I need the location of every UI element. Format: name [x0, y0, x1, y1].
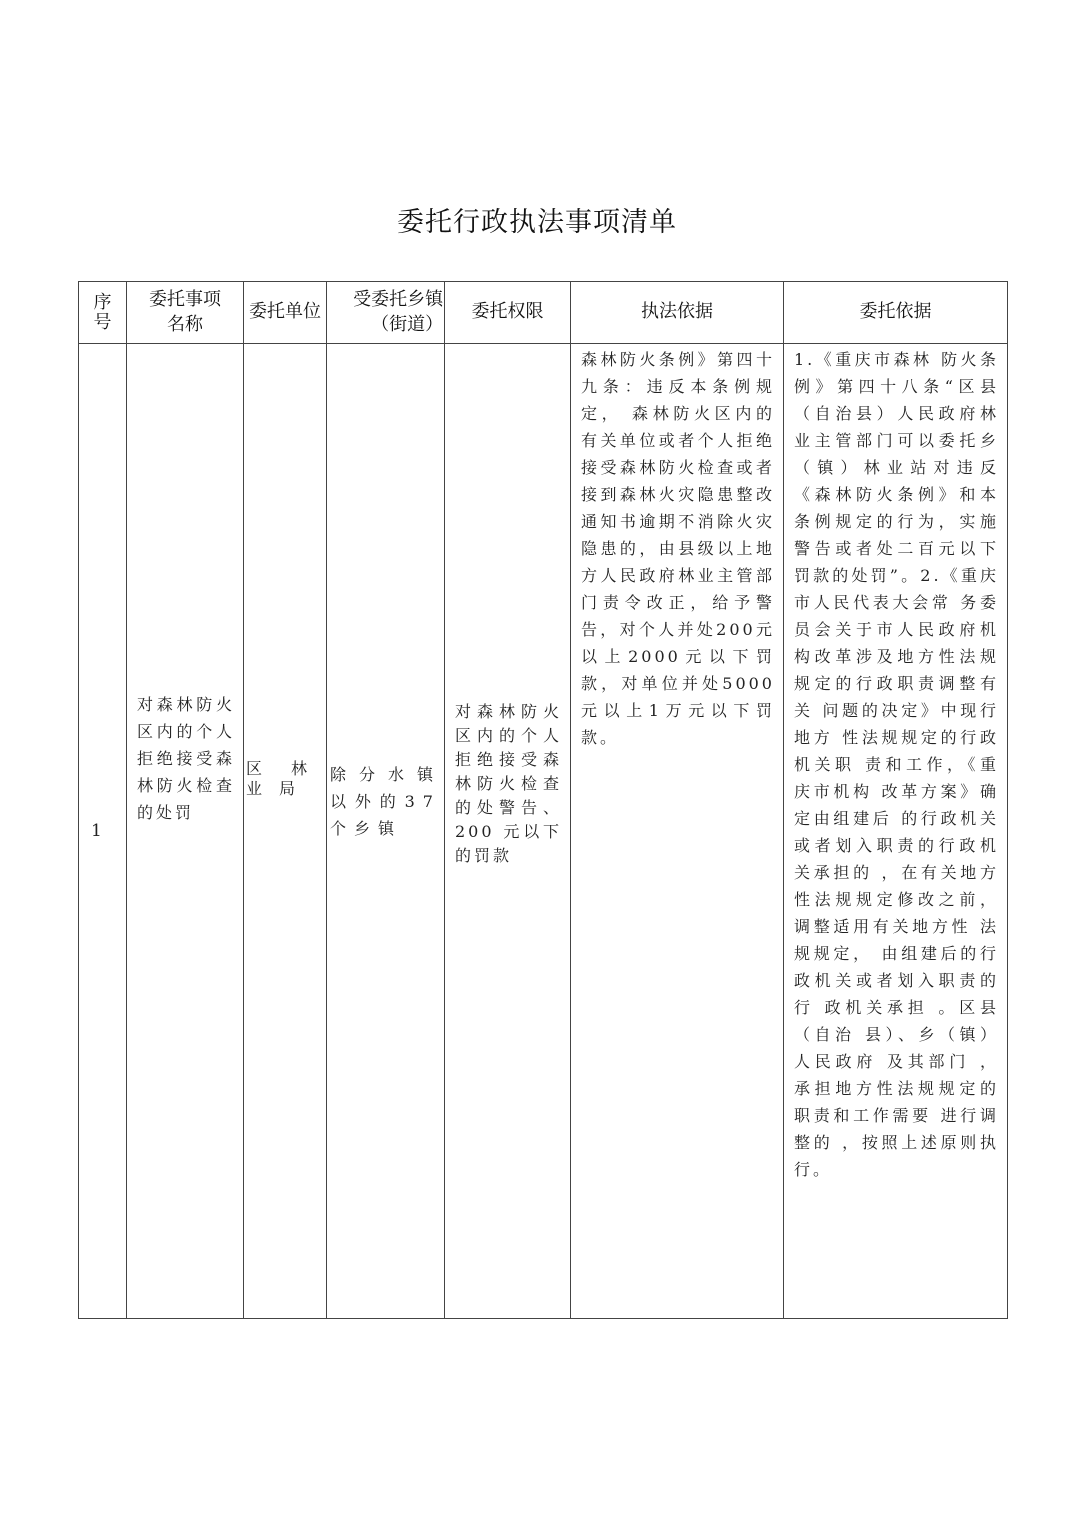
header-delegated-town: 受委托乡镇（街道）	[327, 282, 445, 344]
header-delegating-unit: 委托单位	[244, 282, 327, 344]
header-legal-basis: 执法依据	[571, 282, 784, 344]
cell-seq: 1	[79, 344, 127, 1319]
table-header-row	[79, 282, 1008, 344]
cell-delegating-unit: 区林业局	[244, 344, 327, 1319]
header-authority: 委托权限	[445, 282, 571, 344]
cell-legal-basis: 森林防火条例》第四十九条：违反本条例规定， 森林防火区内的有关单位或者个人拒绝接受森林防火检查或者接到森林火灾隐患整改通知书逾期不消除火灾隐患的，由县级以上地方人民政府林业主管部门责令改正，给予警告，对个人并处200元以上2000元以下罚款，对单位并处5000元以上1万元以下罚款。	[571, 344, 784, 1319]
cell-authority: 对森林防火区内的个人拒绝接受森林防火检查的处警告、200 元以下的罚款	[445, 344, 571, 1319]
delegation-table	[78, 281, 1008, 1319]
page-title: 委托行政执法事项清单	[397, 207, 677, 238]
cell-item-name: 对森林防火区内的个人拒绝接受森林防火检查的处罚	[127, 344, 244, 1319]
table-row	[79, 344, 1008, 1319]
header-item-name: 委托事项名称	[127, 282, 244, 344]
header-delegation-basis: 委托依据	[784, 282, 1008, 344]
cell-delegation-basis: 1.《重庆市森林 防火条例》第四十八条“区县（自治县）人民政府林业主管部门可以委托乡（镇）林业站对违反《森林防火条例》和本条例规定的行为，实施警告或者处二百元以下罚款的处罚”。2.《重庆市人民代表大会常 务委员会关于市人民政府机构改革涉及地方性法规规定的行政职责调整有关 问题的决定》中现行地方 性法规规定的行政机关职 责和工作，《重庆市机构 改革方案》确定由组建后 的行政机关或者划入职责的行政机关承担的 ，在有关地方性法规规定修改之前，调整适用有关地方性 法规规定， 由组建后的行政机关或者划入职责的行 政机关承担 。区县（自治 县）、乡（镇）人民政府 及其部门 ，承担地方性法规规定的职责和工作需要 进行调整的 ，按照上述原则执行。	[784, 344, 1008, 1319]
cell-delegated-town: 除分水镇以外的37个乡镇	[327, 344, 445, 1319]
header-seq: 序号	[79, 282, 127, 344]
